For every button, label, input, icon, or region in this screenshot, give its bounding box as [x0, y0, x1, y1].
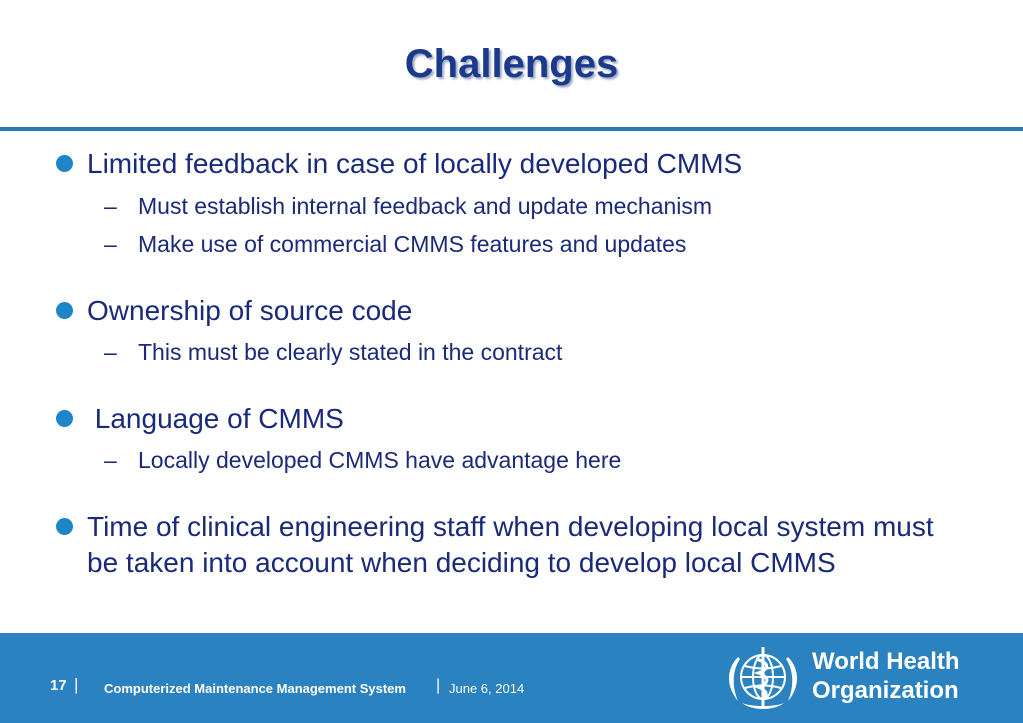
sub-bullet-text: Locally developed CMMS have advantage here — [138, 447, 622, 473]
sub-bullet-text: This must be clearly stated in the contract — [138, 339, 563, 365]
organization-name-line1: World Health — [812, 648, 960, 675]
presentation-date: June 6, 2014 — [449, 681, 525, 696]
presentation-title: Computerized Maintenance Management System — [104, 681, 406, 696]
dash-marker: – — [104, 193, 117, 219]
organization-name — [812, 647, 960, 705]
round-bullet-icon — [56, 155, 73, 172]
bullet-text: Language of CMMS — [87, 403, 344, 434]
dash-marker: – — [104, 447, 117, 473]
bullet-text: Limited feedback in case of locally developed CMMS — [87, 148, 743, 179]
page-number: 17 — [50, 677, 67, 694]
dash-marker: – — [104, 231, 117, 257]
round-bullet-icon — [56, 302, 73, 319]
footer-separator: | — [436, 677, 441, 694]
slide-title: Challenges — [404, 42, 619, 86]
organization-name-line2: Organization — [812, 677, 959, 704]
footer-separator: | — [74, 675, 79, 694]
bullet-text: Ownership of source code — [87, 295, 413, 326]
sub-bullet-text: Must establish internal feedback and update mechanism — [138, 193, 713, 219]
sub-bullet-text: Make use of commercial CMMS features and updates — [138, 231, 687, 257]
round-bullet-icon — [56, 410, 73, 427]
bullet-text: Time of clinical engineering staff when developing local system must be taken into account when deciding to develop local CMMS — [87, 511, 934, 578]
who-emblem-icon — [718, 641, 808, 715]
dash-marker: – — [104, 339, 117, 365]
round-bullet-icon — [56, 518, 73, 535]
